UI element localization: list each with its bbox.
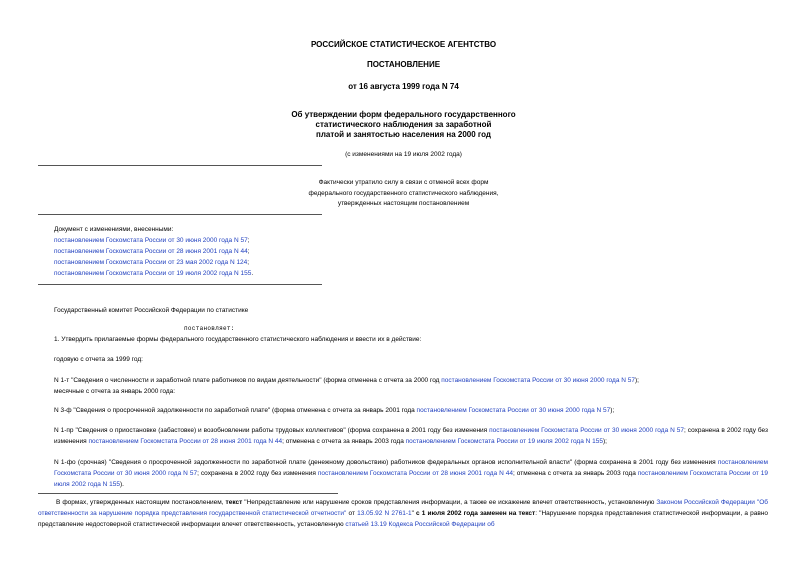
status-note-line3: утвержденных настоящим постановлением xyxy=(337,200,470,207)
change-link-4-text[interactable]: постановлением Госкомстата России от 19 июля 2002 года N 155 xyxy=(54,270,252,277)
change-link-2[interactable]: постановлением Госкомстата России от 28 июня 2001 года N 44; xyxy=(54,248,250,255)
change-link-1-text[interactable]: постановлением Госкомстата России от 30 июня 2000 года N 57 xyxy=(54,237,248,244)
change-link-4[interactable]: постановлением Госкомстата России от 19 июля 2002 года N 155. xyxy=(54,270,254,277)
change-link-3-text[interactable]: постановлением Госкомстата России от 23 мая 2002 года N 124 xyxy=(54,259,248,266)
divider xyxy=(38,165,322,166)
footnote-law-number-link[interactable]: 13.05.92 N 2761-1 xyxy=(357,510,412,517)
change-link-2-text[interactable]: постановлением Госкомстата России от 28 июня 2001 года N 44 xyxy=(54,248,248,255)
status-note-line2: федерального государственного статистического наблюдения, xyxy=(308,189,499,197)
form-1t-link[interactable]: постановлением Госкомстата России от 30 июня 2000 года N 57 xyxy=(441,377,635,384)
divider xyxy=(38,214,322,215)
agency-title: РОССИЙСКОЕ СТАТИСТИЧЕСКОЕ АГЕНТСТВО xyxy=(310,40,497,49)
divider xyxy=(38,284,322,285)
form-1fo-link-3[interactable]: постановлением Госкомстата России от 19 июля 2002 года N 155 xyxy=(54,470,768,488)
form-1t: N 1-т "Сведения о численности и заработной плате работников по видам деятельности" (форма отменена с отчета за 2000 год постановлением Госкомстата России от 30 июня 2000 года N 57); xyxy=(54,377,639,384)
doc-type: ПОСТАНОВЛЕНИЕ xyxy=(366,60,441,69)
decree-word: постановляет: xyxy=(184,325,235,332)
changes-label: Документ с изменениями, внесенными: xyxy=(54,226,174,233)
change-link-3[interactable]: постановлением Госкомстата России от 23 мая 2002 года N 124; xyxy=(54,259,250,266)
form-1fo-link-2[interactable]: постановлением Госкомстата России от 28 июня 2001 года N 44 xyxy=(317,470,513,477)
form-3f: N 3-ф "Сведения о просроченной задолженности по заработной плате" (форма отменена с отчета за январь 2001 года постановлением Госкомстата России от 30 июня 2000 года N 57); xyxy=(54,407,615,414)
footnote-law-link[interactable]: Законом Российской Федерации "Об ответственности за нарушение порядка представления государственной статистической отчетности" xyxy=(38,499,768,517)
footnote-code-link[interactable]: статьей 13.19 Кодекса Российской Федерации об xyxy=(345,521,495,528)
form-1pr-link-2[interactable]: постановлением Госкомстата России от 28 июня 2001 года N 44 xyxy=(88,438,283,445)
status-note-line1: Фактически утратило силу в связи с отменой всех форм xyxy=(318,179,489,186)
annual-heading: годовую с отчета за 1999 год: xyxy=(54,356,143,363)
doc-title-line2: статистического наблюдения за заработной xyxy=(315,120,492,129)
status-note xyxy=(0,178,807,210)
doc-date-number: от 16 августа 1999 года N 74 xyxy=(348,82,459,91)
item-1: 1. Утвердить прилагаемые формы федерального государственного статистического наблюдения и ввести их в действие: xyxy=(54,336,422,343)
footnote: В формах, утвержденных настоящим постановлением, текст "Непредставление или нарушение сроков представления информации, а также ее искажение влечет ответственность, установленную Законом Российской Федерации "Об ответственности за нарушение порядка представления государственной статистической отчетности" от 13.05.92 N 2761-1" с 1 июля 2002 года заменен на текст: "Нарушение порядка представления статистической информации, а равно представление недостоверной статистической информации влечет ответственность, установленную статьей 13.19 Кодекса Российской Федерации об xyxy=(38,499,768,528)
doc-title xyxy=(0,110,807,140)
footnote-divider xyxy=(38,493,338,494)
committee-name: Государственный комитет Российской Федерации по статистике xyxy=(54,307,249,314)
form-1pr: N 1-пр "Сведения о приостановке (забастовке) и возобновлении работы трудовых коллективов" (форма сохранена в 2001 году без изменения постановлением Госкомстата России от 30 июня 2000 года N 57; сохранена в 2002 году без изменения постановлением Госкомстата России от 28 июня 2001 года N 44; отменена с отчета за январь 2003 года постановлением Госкомстата России от 19 июля 2002 года N 155); xyxy=(54,427,769,445)
monthly-heading: месячные с отчета за январь 2000 года: xyxy=(54,388,176,395)
form-1fo: N 1-фо (срочная) "Сведения о просроченной задолженности по заработной плате (денежному довольствию) работников федеральных органов исполнительной власти" (форма сохранена в 2001 году без изменения постановлением Госкомстата России от 30 июня 2000 года N 57; сохранена в 2002 году без изменения постановлением Госкомстата России от 28 июня 2001 года N 44; отменена с отчета за январь 2003 года постановлением Госкомстата России от 19 июля 2002 года N 155). xyxy=(54,459,768,488)
doc-title-line1: Об утверждении форм федерального государственного xyxy=(291,110,516,119)
form-1pr-link-3[interactable]: постановлением Госкомстата России от 19 июля 2002 года N 155 xyxy=(405,438,603,445)
doc-title-line3: платой и занятостью населения на 2000 год xyxy=(316,130,491,139)
amendment-note: (с изменениями на 19 июля 2002 года) xyxy=(345,151,462,158)
change-link-1[interactable]: постановлением Госкомстата России от 30 июня 2000 года N 57; xyxy=(54,237,250,244)
form-1pr-link-1[interactable]: постановлением Госкомстата России от 30 июня 2000 года N 57 xyxy=(489,427,684,434)
form-3f-link[interactable]: постановлением Госкомстата России от 30 июня 2000 года N 57 xyxy=(416,407,611,414)
form-1fo-link-1[interactable]: постановлением Госкомстата России от 30 июня 2000 года N 57 xyxy=(54,459,768,477)
